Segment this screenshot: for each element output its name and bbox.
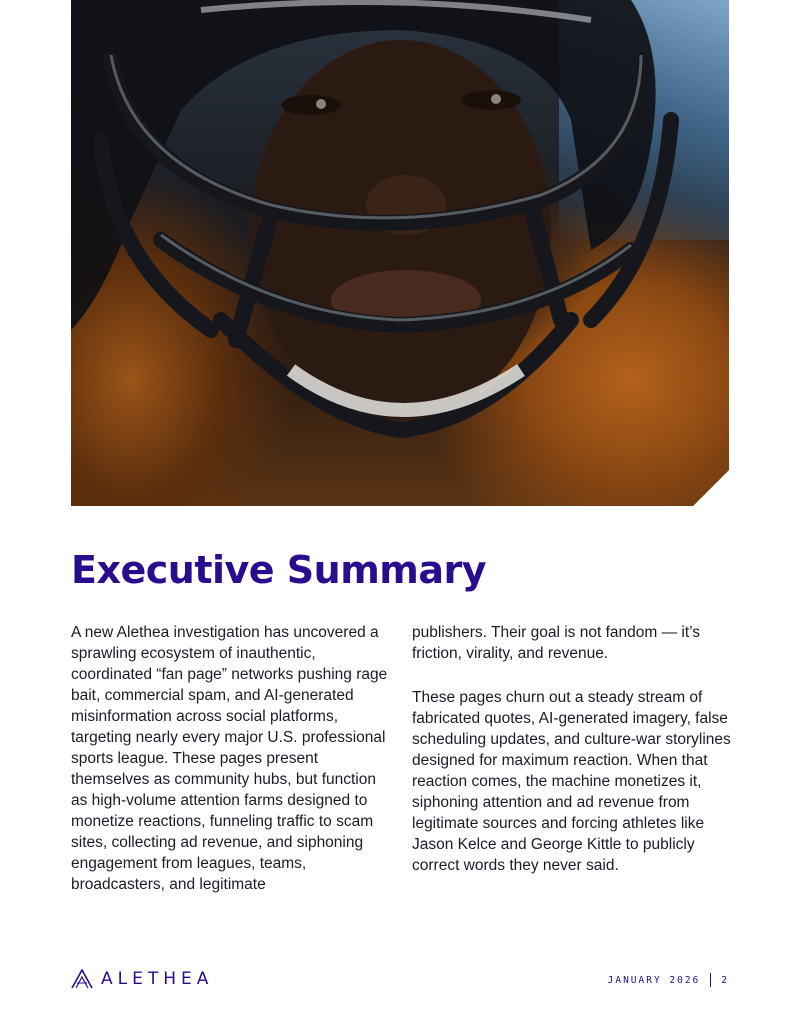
helmet-illustration bbox=[71, 0, 729, 506]
page-footer-meta bbox=[608, 973, 729, 987]
publication-date: JANUARY 2026 bbox=[607, 974, 701, 986]
footer-divider bbox=[710, 973, 711, 987]
page-title: Executive Summary bbox=[71, 548, 487, 592]
body-column-right bbox=[412, 622, 732, 899]
logo-wordmark: ALETHEA bbox=[101, 969, 214, 989]
hero-image bbox=[71, 0, 729, 506]
page-number: 2 bbox=[721, 974, 729, 986]
body-paragraph: A new Alethea investigation has uncovered a sprawling ecosystem of inauthentic, coordinated “fan page” networks pushing rage bait, commercial spam, and AI-generated misinformation across social platforms, targeting nearly every major U.S. professional sports league. These pages present themselves as community hubs, but function as high-volume attention farms designed to monetize reactions, funneling traffic to scam sites, collecting ad revenue, and siphoning engagement from leagues, teams, broadcasters, and legitimate bbox=[71, 624, 388, 893]
alethea-logo bbox=[71, 968, 213, 990]
body-paragraph: publishers. Their goal is not fandom — it’s friction, virality, and revenue. bbox=[412, 624, 701, 662]
body-paragraph: These pages churn out a steady stream of fabricated quotes, AI-generated imagery, false scheduling updates, and culture-war storylines designed for maximum reaction. When that reaction comes, the machine monetizes it, siphoning attention and ad revenue from legitimate sources and forcing athletes like Jason Kelce and George Kittle to publicly correct words they never said. bbox=[412, 689, 731, 874]
body-column-left bbox=[71, 622, 391, 918]
alethea-logo-icon bbox=[71, 969, 93, 989]
